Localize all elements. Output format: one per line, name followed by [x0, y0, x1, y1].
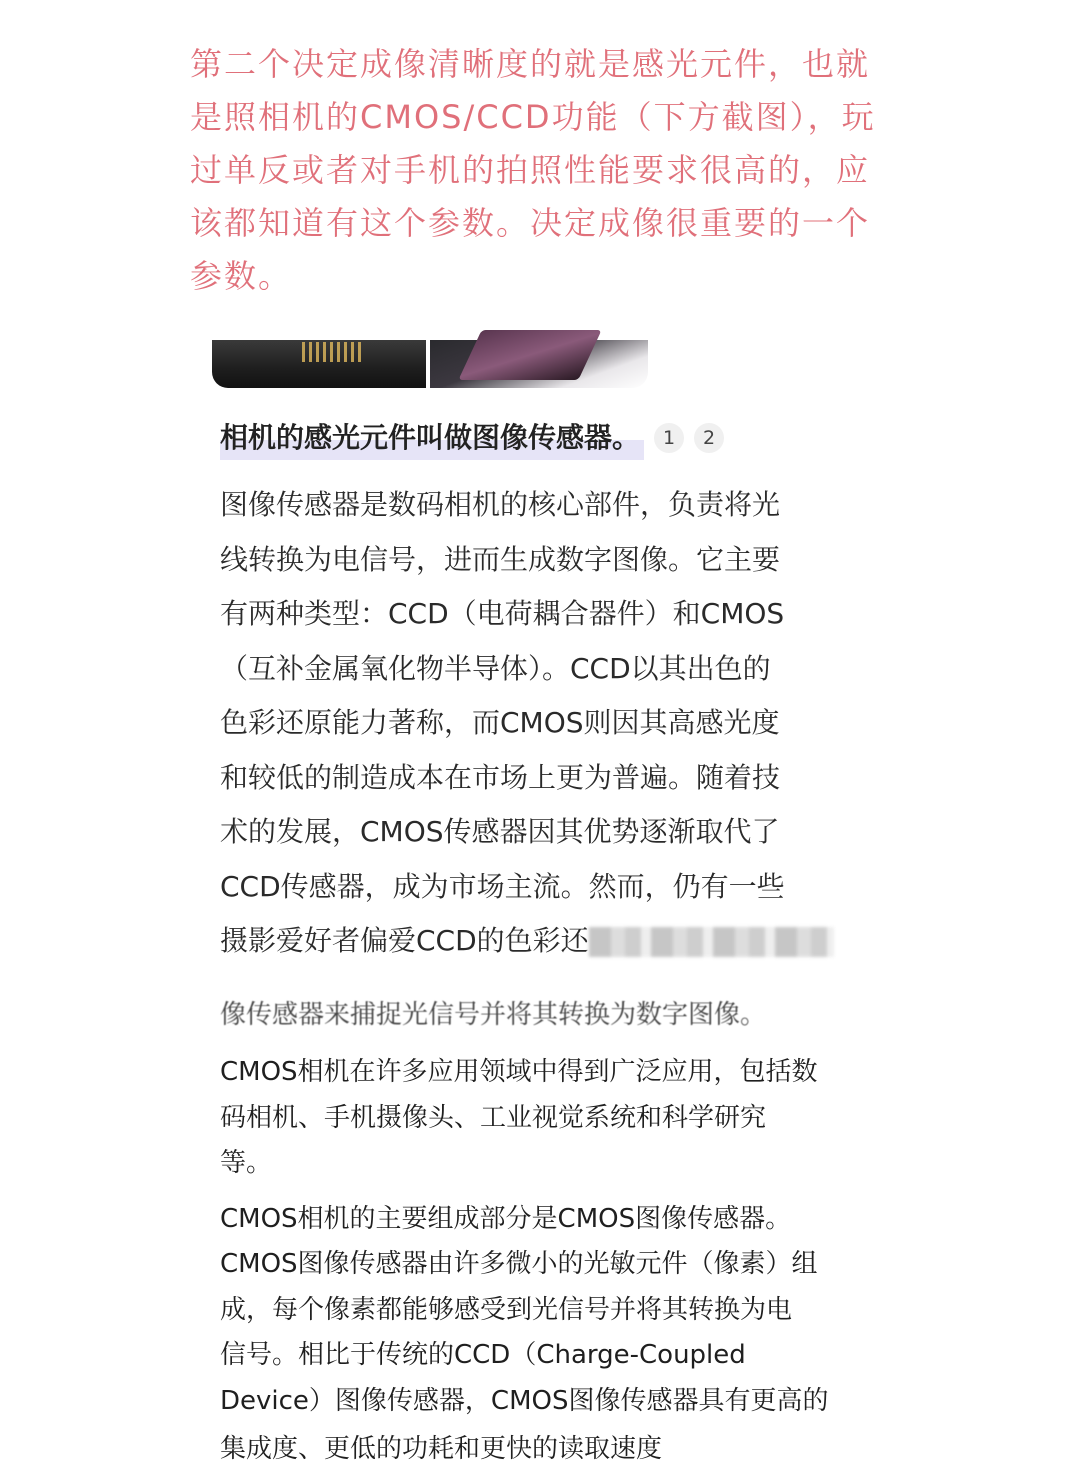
cropped-bottom-text: 集成度、更低的功耗和更快的读取速度 — [220, 1434, 663, 1464]
chip-graphic — [458, 330, 601, 380]
article-line: 成，每个像素都能够感受到光信号并将其转换为电 — [220, 1294, 793, 1325]
answer-line: 和较低的制造成本在市场上更为普遍。随着技 — [220, 760, 781, 794]
answer-line: 术的发展，CMOS传感器因其优势逐渐取代了 — [220, 815, 780, 848]
blurred-text-overlay — [589, 927, 834, 957]
reference-badge-2[interactable]: 2 — [694, 423, 724, 453]
article-line: Device）图像传感器，CMOS图像传感器具有更高的 — [220, 1385, 829, 1416]
article-line: CMOS图像传感器由许多微小的光敏元件（像素）组 — [220, 1249, 818, 1279]
answer-line-fading — [220, 914, 880, 969]
intro-line: 参数。 — [190, 257, 293, 295]
sensor-chip-thumbnail-2[interactable] — [430, 340, 648, 388]
article-paragraph-1 — [220, 1050, 870, 1187]
answer-line: 有两种类型：CCD（电荷耦合器件）和CMOS — [220, 597, 785, 630]
article-line: 等。 — [220, 1148, 273, 1178]
answer-title-text: 相机的感光元件叫做图像传感器。 — [220, 416, 644, 460]
answer-line: 色彩还原能力著称，而CMOS则因其高感光度 — [220, 706, 780, 739]
image-thumbnails — [212, 340, 648, 388]
intro-line: 该都知道有这个参数。决定成像很重要的一个 — [190, 204, 871, 242]
article-line: CMOS相机的主要组成部分是CMOS图像传感器。 — [220, 1203, 792, 1234]
sensor-chip-thumbnail[interactable] — [212, 340, 426, 388]
article-line: 码相机、手机摄像头、工业视觉系统和科学研究 — [220, 1102, 767, 1133]
chip-pins-graphic — [302, 342, 362, 362]
article-text — [220, 1050, 870, 1434]
article-paragraph-2 — [220, 1197, 870, 1425]
intro-caption — [190, 38, 910, 303]
intro-line: 过单反或者对手机的拍照性能要求很高的，应 — [190, 151, 871, 189]
reference-badge-1[interactable]: 1 — [654, 423, 684, 453]
answer-title — [220, 416, 724, 460]
intro-line: 是照相机的CMOS/CCD功能（下方截图），玩 — [190, 98, 876, 136]
answer-line: 图像传感器是数码相机的核心部件，负责将光 — [220, 488, 781, 521]
cropped-text: 像传感器来捕捉光信号并将其转换为数字图像。 — [220, 1000, 767, 1030]
answer-line: CCD传感器，成为市场主流。然而，仍有一些 — [220, 869, 785, 903]
answer-body — [220, 478, 880, 969]
article-line: 信号。相比于传统的CCD（Charge-Coupled — [220, 1340, 746, 1370]
cropped-text-line — [220, 1000, 800, 1034]
answer-line-text: 摄影爱好者偏爱CCD的色彩还 — [220, 924, 589, 957]
intro-line: 第二个决定成像清晰度的就是感光元件，也就 — [190, 45, 871, 83]
cropped-bottom-line — [220, 1428, 720, 1464]
answer-line: （互补金属氧化物半导体）。CCD以其出色的 — [220, 651, 771, 685]
answer-line: 线转换为电信号，进而生成数字图像。它主要 — [220, 542, 781, 576]
article-line: CMOS相机在许多应用领域中得到广泛应用，包括数 — [220, 1057, 818, 1087]
